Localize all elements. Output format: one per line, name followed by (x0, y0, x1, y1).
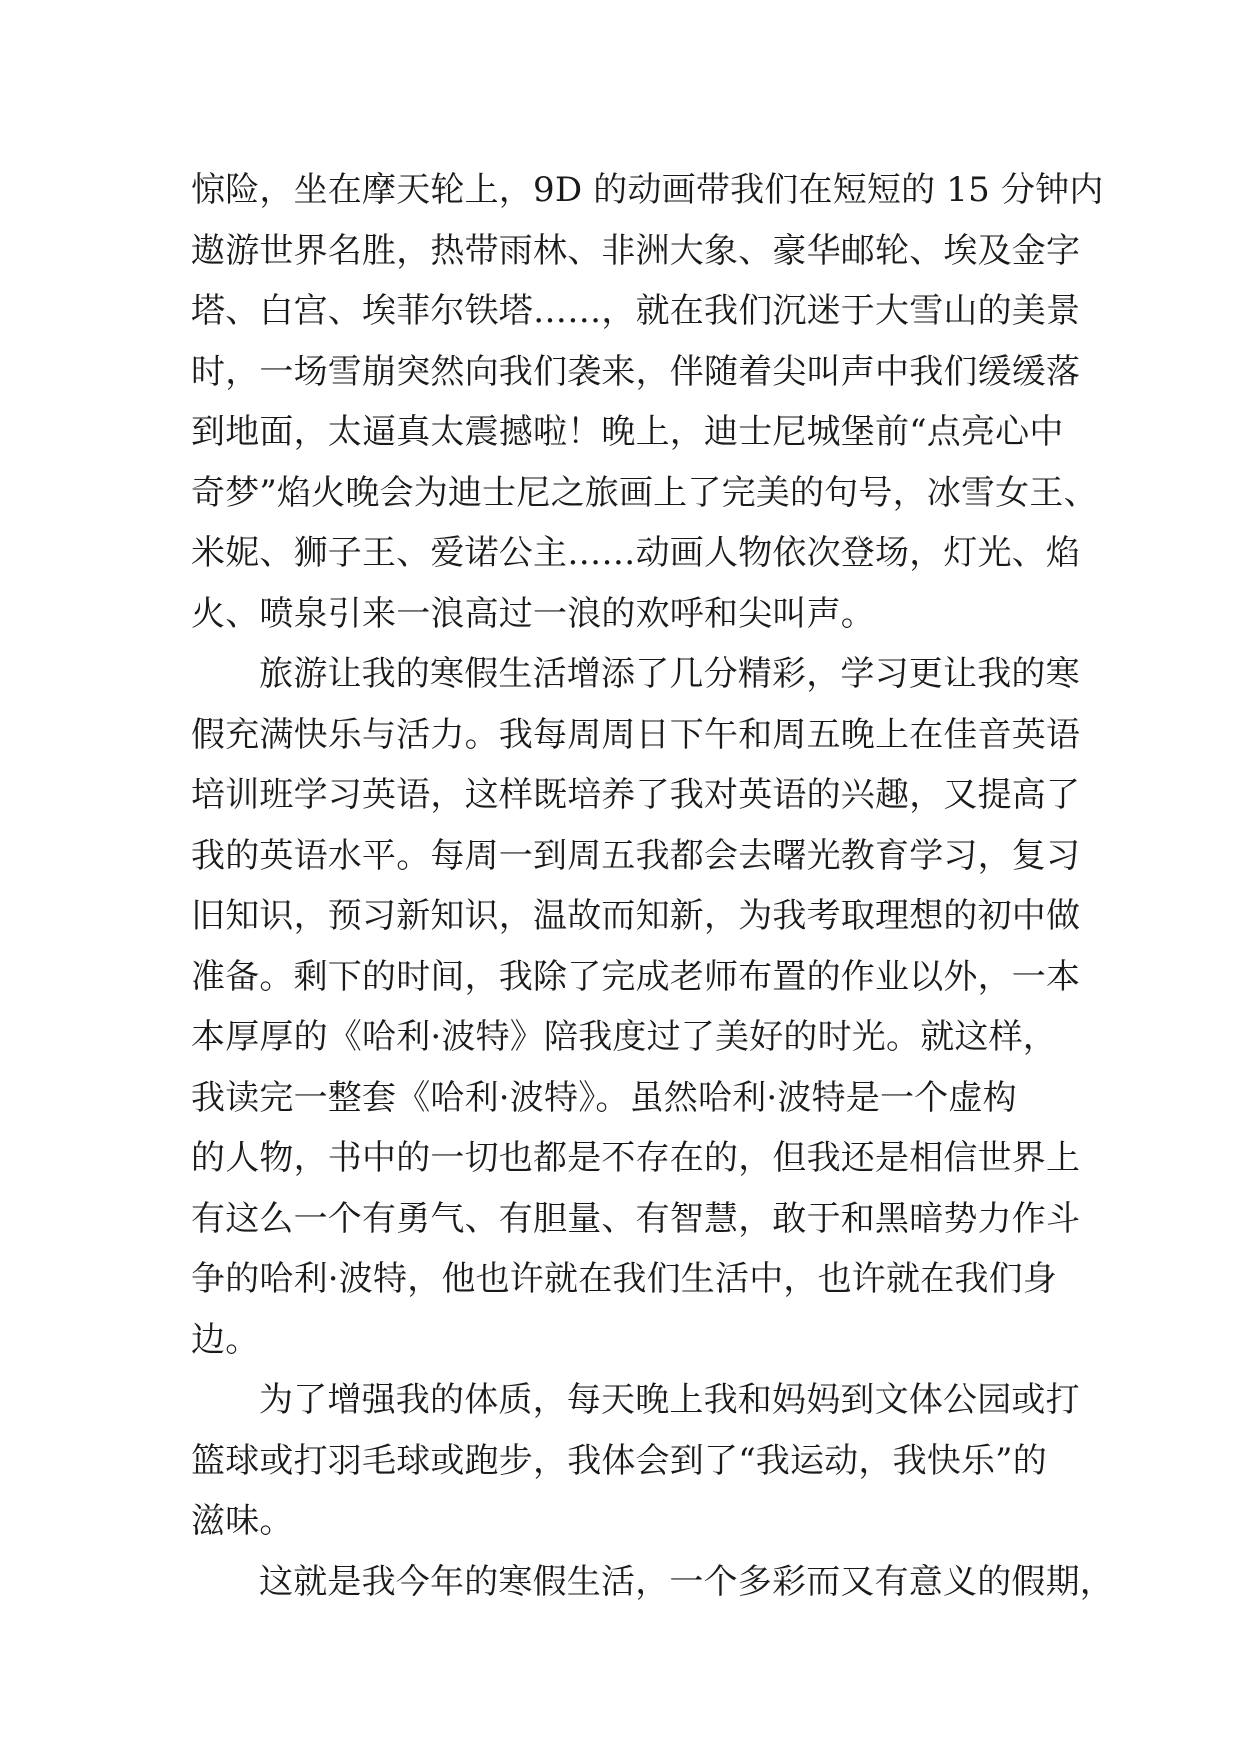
text-line: 惊险，坐在摩天轮上，9D 的动画带我们在短短的 15 分钟内 (191, 170, 1104, 210)
text-line: 边。 (191, 1319, 260, 1360)
text-line: 火、喷泉引来一浪高过一浪的欢呼和尖叫声。 (191, 593, 875, 634)
text-line: 这就是我今年的寒假生活，一个多彩而又有意义的假期， (259, 1561, 1114, 1602)
document-body (191, 160, 1114, 1612)
text-line: 假充满快乐与活力。我每周周日下午和周五晚上在佳音英语 (191, 714, 1081, 755)
paragraph (191, 1370, 1080, 1552)
text-line: 旧知识，预习新知识，温故而知新，为我考取理想的初中做 (191, 896, 1081, 936)
text-line: 塔、白宫、埃菲尔铁塔……，就在我们沉迷于大雪山的美景 (191, 291, 1081, 331)
text-line: 我读完一整套《哈利·波特》。虽然哈利·波特是一个虚构 (191, 1077, 1017, 1118)
text-line: 准备。剩下的时间，我除了完成老师布置的作业以外，一本 (191, 956, 1081, 997)
paragraph (191, 1552, 1114, 1613)
text-line: 培训班学习英语，这样既培养了我对英语的兴趣，又提高了 (191, 775, 1081, 815)
text-line: 米妮、狮子王、爱诺公主……动画人物依次登场，灯光、焰 (191, 533, 1081, 573)
text-line: 到地面，太逼真太震撼啦！晚上，迪士尼城堡前“点亮心中 (191, 412, 1064, 452)
text-line: 篮球或打羽毛球或跑步，我体会到了“我运动，我快乐”的 (191, 1440, 1047, 1481)
text-line: 争的哈利·波特，他也许就在我们生活中，也许就在我们身 (191, 1259, 1058, 1299)
text-line: 我的英语水平。每周一到周五我都会去曙光教育学习，复习 (191, 835, 1081, 876)
text-line: 本厚厚的《哈利·波特》陪我度过了美好的时光。就这样， (191, 1017, 1058, 1057)
text-line: 遨游世界名胜，热带雨林、非洲大象、豪华邮轮、埃及金字 (191, 230, 1081, 271)
text-line: 的人物，书中的一切也都是不存在的，但我还是相信世界上 (191, 1138, 1081, 1178)
text-line: 旅游让我的寒假生活增添了几分精彩，学习更让我的寒 (259, 654, 1080, 694)
paragraph (191, 160, 1104, 644)
text-line: 时，一场雪崩突然向我们袭来，伴随着尖叫声中我们缓缓落 (191, 351, 1081, 392)
text-line: 奇梦”焰火晚会为迪士尼之旅画上了完美的句号，冰雪女王、 (191, 472, 1098, 513)
text-line: 有这么一个有勇气、有胆量、有智慧，敢于和黑暗势力作斗 (191, 1198, 1081, 1239)
text-line: 为了增强我的体质，每天晚上我和妈妈到文体公园或打 (259, 1380, 1080, 1420)
text-line: 滋味。 (191, 1501, 294, 1541)
paragraph (191, 644, 1081, 1370)
